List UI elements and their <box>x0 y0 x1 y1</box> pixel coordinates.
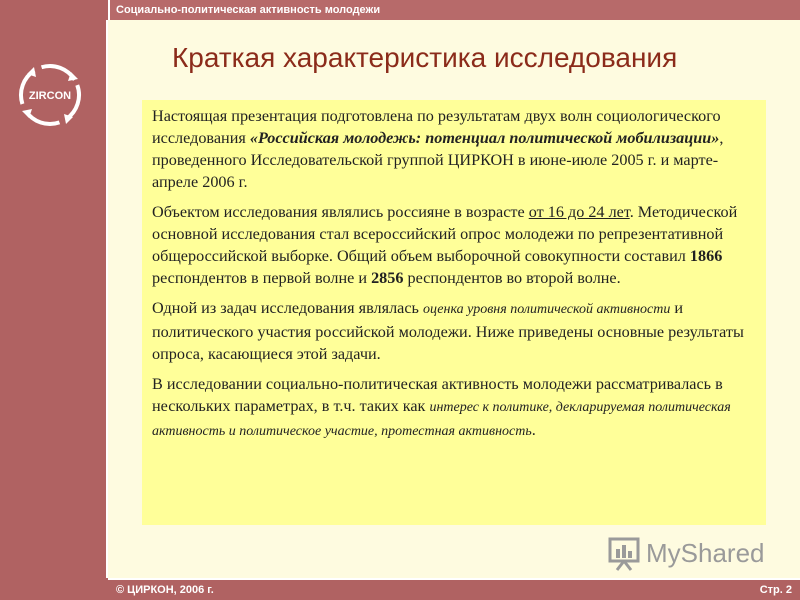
paragraph-1 <box>152 105 756 193</box>
left-divider <box>106 20 108 600</box>
slide-title: Краткая характеристика исследования <box>172 42 678 73</box>
paragraph-2 <box>152 201 756 289</box>
p1-text: Настоящая презентация подготовлена по результатам двух волн социологического исследования <box>152 107 721 147</box>
zircon-logo <box>18 63 82 127</box>
p1-study-title: «Российская молодежь: потенциал политической мобилизации» <box>249 129 720 147</box>
p3-emphasis: оценка уровня политической активности <box>422 302 671 317</box>
footer-copyright: © ЦИРКОН, 2006 г. <box>116 584 214 596</box>
myshared-watermark <box>606 534 776 574</box>
p2-text: Объектом исследования являлись россияне в возрасте <box>152 203 529 221</box>
p4-text: В исследовании социально-политическая активность молодежи рассматривалась в нескольких параметрах, в т.ч. таких как <box>152 375 723 415</box>
p2-text-mid2: респондентов в первой волне и <box>152 269 372 287</box>
p3-text: Одной из задач исследования являлась <box>152 299 423 317</box>
content-box <box>142 100 766 525</box>
header-title: Социально-политическая активность молодежи <box>116 4 381 16</box>
myshared-icon <box>606 536 642 572</box>
p2-wave2-count: 2856 <box>371 269 404 287</box>
p1-text-end: , проведенного Исследовательской группой ЦИРКОН в июне-июле 2005 г. и марте-апреле 2006 г. <box>152 129 724 191</box>
logo-text: ZIRCON <box>28 90 72 102</box>
footer-divider <box>108 578 800 580</box>
p2-wave1-count: 1866 <box>689 247 723 265</box>
page-number: Стр. 2 <box>759 584 792 596</box>
p3-text-end: и политического участия российской молодежи. Ниже приведены основные результаты опроса, касающиеся этой задачи. <box>152 299 744 363</box>
p2-text-end: респондентов во второй волне. <box>403 269 621 287</box>
watermark-text: MyShared <box>646 538 765 568</box>
p4-emphasis: интерес к политике, декларируемая политическая активность и политическое участие, протестная активность <box>152 400 731 439</box>
p4-text-end: . <box>531 421 536 439</box>
p2-age-range: от 16 до 24 лет <box>528 203 630 221</box>
paragraph-4 <box>152 373 756 443</box>
paragraph-3 <box>152 297 756 365</box>
p2-text-mid: . Методической основной исследования стал всероссийский опрос молодежи по репрезентативной общероссийской выборке. Общий объем выборочной совокупности составил <box>152 203 738 265</box>
